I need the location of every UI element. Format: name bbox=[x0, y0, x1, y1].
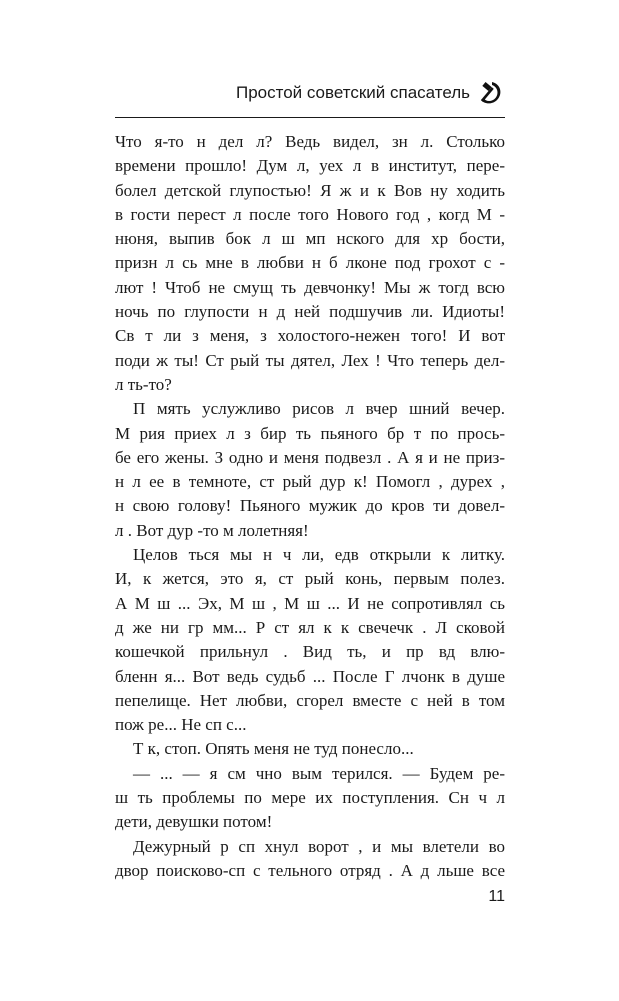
text-line: М рия приех л з бир ть пьяного бр т по прось- bbox=[115, 423, 505, 443]
text-line: пепелище. Нет любви, сгорел вместе с ней в том bbox=[115, 690, 505, 710]
text-line: болел детской глупостью! Я ж и к Вов ну ходить bbox=[115, 180, 505, 200]
text-line: л ть-то? bbox=[115, 374, 172, 394]
text-line: бленн я... Вот ведь судьб ... После Г лчонк в душе bbox=[115, 666, 505, 686]
text-line: ш ть проблемы по мере их поступления. Сн ч л bbox=[115, 788, 505, 808]
text-line: призн л сь мне в любви н б лконе под грохот с - bbox=[115, 253, 505, 273]
text-line: П мять услужливо рисов л вчер шний вечер. bbox=[133, 399, 505, 419]
text-line: л . Вот дур -то м лолетняя! bbox=[115, 520, 309, 540]
hammer-sickle-icon bbox=[476, 79, 504, 107]
text-line: дети, девушки потом! bbox=[115, 812, 273, 832]
text-line: Дежурный р сп хнул ворот , и мы влетели во bbox=[133, 836, 505, 856]
text-line: времени прошло! Дум л, уех л в институт, пере- bbox=[115, 156, 505, 176]
text-line: нюня, выпив бок л ш мп нского для хр бости, bbox=[115, 229, 505, 249]
body-text bbox=[115, 130, 505, 883]
book-title: Простой советский спасатель bbox=[235, 83, 470, 102]
text-line: А М ш ... Эх, М ш , М ш ... И не сопротивлял сь bbox=[115, 593, 505, 613]
text-line: Св т ли з меня, з холостого-нежен того! И вот bbox=[115, 326, 505, 346]
text-line: в гости перест л после того Нового год , когд М - bbox=[115, 204, 505, 224]
text-line: Что я-то н дел л? Ведь видел, зн л. Столько bbox=[115, 132, 505, 151]
text-line: ночь по глупости н д ней подшучив ли. Идиоты! bbox=[115, 302, 505, 322]
running-header bbox=[115, 78, 504, 108]
text-line: лют ! Чтоб не смущ ть девчонку! Мы ж тогд всю bbox=[115, 277, 505, 297]
text-line: н л ее в темноте, ст рый дур к! Помогл , дурех , bbox=[115, 472, 505, 492]
text-line: н свою голову! Пьяного мужик до кров ти довел- bbox=[115, 496, 505, 516]
text-line: поди ж ты! Ст рый ты дятел, Лех ! Что теперь дел- bbox=[115, 350, 505, 370]
text-line: д же ни гр мм... Р ст ял к к свечечк . Л сковой bbox=[115, 617, 505, 637]
text-line: Т к, стоп. Опять меня не туд понесло... bbox=[133, 739, 414, 759]
text-line: кошечкой прильнул . Вид ть, и пр вд влю- bbox=[115, 642, 505, 662]
text-line: — ... — я см чно вым терился. — Будем ре- bbox=[133, 763, 505, 783]
text-line: И, к жется, это я, ст рый конь, первым полез. bbox=[115, 569, 505, 589]
header-rule bbox=[115, 117, 505, 118]
text-line: пож ре... Не сп с... bbox=[115, 715, 247, 735]
text-line: Целов ться мы н ч ли, едв открыли к литку. bbox=[133, 545, 505, 565]
page-number: 11 bbox=[488, 888, 505, 905]
text-line: двор поисково-сп с тельного отряд . А д льше все bbox=[115, 860, 505, 880]
text-line: бе его жены. З одно и меня подвезл . А я и не приз- bbox=[115, 447, 505, 467]
